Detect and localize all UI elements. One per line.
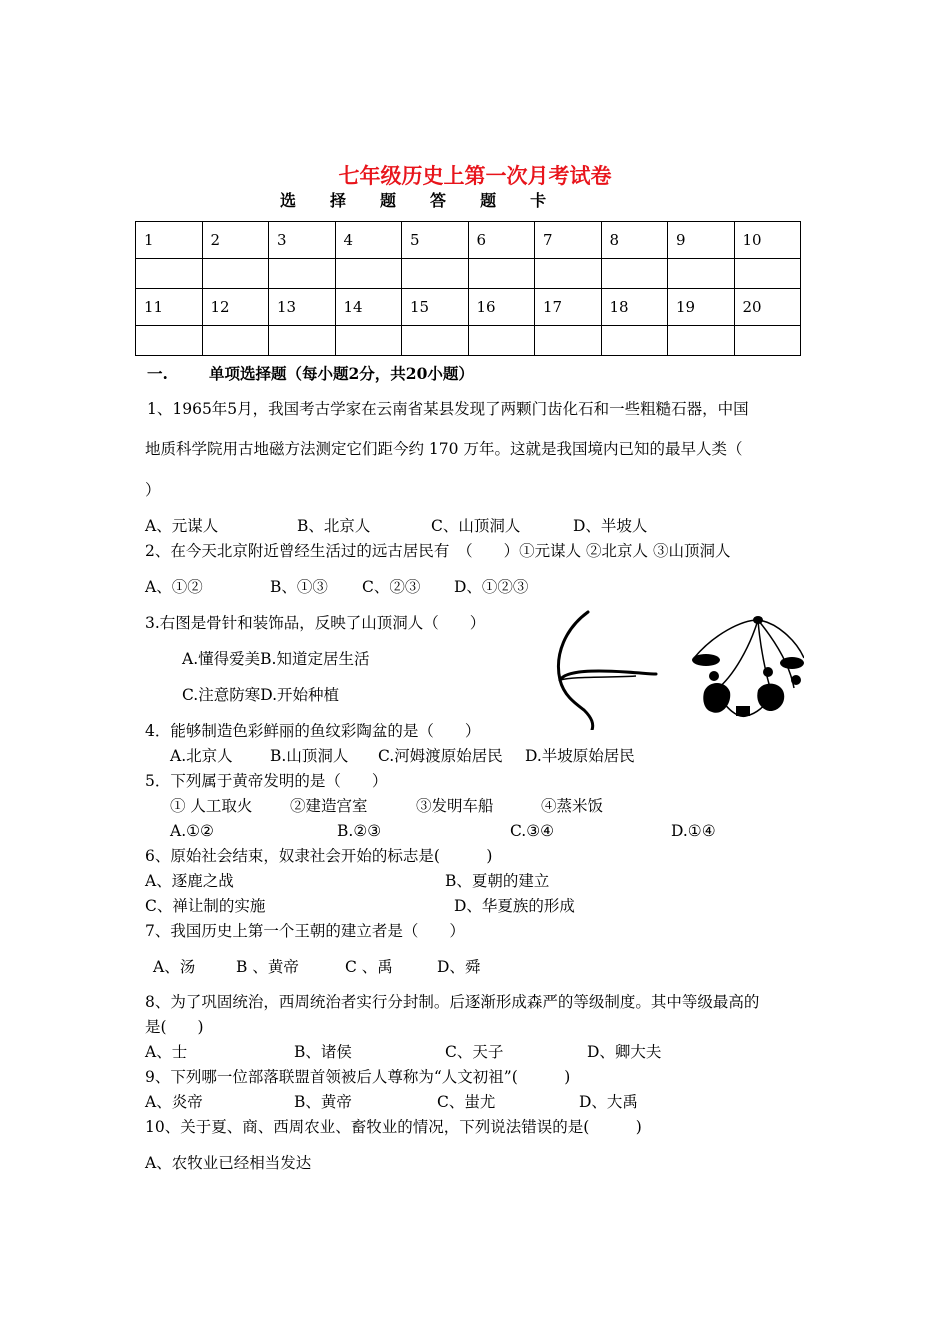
answer-number-cell: 3	[269, 222, 336, 259]
answer-cell[interactable]	[535, 259, 602, 289]
q1-stem-line3: ）	[145, 481, 161, 499]
bone-needle-ornament-figure	[546, 606, 804, 730]
q5-item-3: ③发明车船	[416, 797, 494, 815]
answer-cell[interactable]	[668, 259, 735, 289]
q5-item-2: ②建造宫室	[290, 797, 368, 815]
q7-stem: 7、我国历史上第一个王朝的建立者是（ ）	[145, 922, 465, 940]
answer-number-cell: 8	[601, 222, 668, 259]
answer-number-cell: 11	[136, 289, 203, 326]
q8-option-d[interactable]: D、卿大夫	[587, 1043, 662, 1061]
q4-option-d[interactable]: D.半坡原始居民	[525, 747, 635, 765]
card-title-char: 题	[380, 191, 401, 210]
q9-option-d[interactable]: D、大禹	[579, 1093, 638, 1111]
answer-cell[interactable]	[668, 326, 735, 356]
q7-option-c[interactable]: C 、禹	[345, 958, 393, 976]
q6-option-b[interactable]: B、夏朝的建立	[445, 872, 550, 890]
answer-cell[interactable]	[335, 326, 402, 356]
answer-card-title	[280, 188, 580, 211]
answer-cell[interactable]	[202, 326, 269, 356]
q8-stem-line2: 是( )	[145, 1018, 204, 1036]
bone-needle-icon	[558, 612, 656, 730]
answer-number-cell: 13	[269, 289, 336, 326]
answer-table	[135, 221, 801, 356]
q2-option-d[interactable]: D、①②③	[454, 578, 529, 596]
q2-option-a[interactable]: A、①②	[145, 578, 203, 596]
answer-cell[interactable]	[136, 326, 203, 356]
q9-stem: 9、下列哪一位部落联盟首领被后人尊称为“人文初祖”( )	[145, 1068, 571, 1086]
q5-item-1: ① 人工取火	[170, 797, 253, 815]
q5-option-a[interactable]: A.①②	[170, 822, 214, 840]
card-title-char: 择	[330, 191, 351, 210]
answer-number-cell: 10	[734, 222, 801, 259]
q4-option-c[interactable]: C.河姆渡原始居民	[378, 747, 503, 765]
answer-number-row	[136, 222, 801, 259]
answer-cell[interactable]	[136, 259, 203, 289]
q3-options-line1[interactable]: A.懂得爱美B.知道定居生活	[182, 650, 370, 668]
q9-option-c[interactable]: C、蚩尤	[437, 1093, 496, 1111]
q1-option-a[interactable]: A、元谋人	[145, 517, 219, 535]
q8-option-c[interactable]: C、天子	[445, 1043, 504, 1061]
answer-number-cell: 16	[468, 289, 535, 326]
q8-stem-line1: 8、为了巩固统治，西周统治者实行分封制。后逐渐形成森严的等级制度。其中等级最高的	[145, 993, 760, 1011]
card-title-char: 卡	[530, 191, 551, 210]
q5-item-4: ④蒸米饭	[541, 797, 604, 815]
answer-number-cell: 2	[202, 222, 269, 259]
q7-option-d[interactable]: D、舜	[437, 958, 481, 976]
answer-number-cell: 6	[468, 222, 535, 259]
answer-cell[interactable]	[402, 259, 469, 289]
answer-number-cell: 19	[668, 289, 735, 326]
answer-number-cell: 18	[601, 289, 668, 326]
answer-cell[interactable]	[402, 326, 469, 356]
q1-stem-line1: 1、1965年5月，我国考古学家在云南省某县发现了两颗门齿化石和一些粗糙石器，中国	[147, 400, 749, 418]
q5-option-b[interactable]: B.②③	[337, 822, 382, 840]
q10-option-a[interactable]: A、农牧业已经相当发达	[145, 1154, 312, 1172]
answer-number-cell: 17	[535, 289, 602, 326]
q10-stem: 10、关于夏、商、西周农业、畜牧业的情况，下列说法错误的是( )	[145, 1118, 642, 1136]
q6-option-c[interactable]: C、禅让制的实施	[145, 897, 266, 915]
q9-option-a[interactable]: A、炎帝	[145, 1093, 203, 1111]
q1-option-b[interactable]: B、北京人	[297, 517, 371, 535]
section-title: 单项选择题（每小题2分，共20小题）	[209, 364, 474, 383]
q7-option-b[interactable]: B 、黄帝	[236, 958, 299, 976]
q2-stem: 2、在今天北京附近曾经生活过的远古居民有 （ ）①元谋人 ②北京人 ③山顶洞人	[145, 542, 731, 560]
section-number: 一.	[147, 364, 168, 383]
answer-number-cell: 9	[668, 222, 735, 259]
q2-option-b[interactable]: B、①③	[270, 578, 328, 596]
q6-stem: 6、原始社会结束，奴隶社会开始的标志是( )	[145, 847, 493, 865]
q6-option-a[interactable]: A、逐鹿之战	[145, 872, 234, 890]
q9-option-b[interactable]: B、黄帝	[294, 1093, 352, 1111]
q7-option-a[interactable]: A、汤	[153, 958, 196, 976]
answer-number-cell: 1	[136, 222, 203, 259]
answer-number-cell: 14	[335, 289, 402, 326]
answer-number-cell: 5	[402, 222, 469, 259]
answer-number-cell: 20	[734, 289, 801, 326]
q5-stem: 5．下列属于黄帝发明的是（ ）	[145, 772, 388, 790]
answer-cell[interactable]	[468, 259, 535, 289]
q5-option-c[interactable]: C.③④	[510, 822, 555, 840]
answer-cell[interactable]	[335, 259, 402, 289]
answer-cell[interactable]	[734, 259, 801, 289]
q6-option-d[interactable]: D、华夏族的形成	[454, 897, 575, 915]
answer-blank-row	[136, 259, 801, 289]
answer-blank-row	[136, 326, 801, 356]
q5-option-d[interactable]: D.①④	[671, 822, 716, 840]
q3-options-line2[interactable]: C.注意防寒D.开始种植	[182, 686, 340, 704]
q4-stem: 4．能够制造色彩鲜丽的鱼纹彩陶盆的是（ ）	[145, 722, 481, 740]
q2-option-c[interactable]: C、②③	[362, 578, 421, 596]
answer-cell[interactable]	[601, 326, 668, 356]
answer-cell[interactable]	[601, 259, 668, 289]
q4-option-a[interactable]: A.北京人	[170, 747, 233, 765]
answer-cell[interactable]	[468, 326, 535, 356]
ornament-necklace-icon	[692, 616, 804, 716]
q3-stem: 3.右图是骨针和装饰品，反映了山顶洞人（ ）	[145, 614, 486, 632]
q4-option-b[interactable]: B.山顶洞人	[270, 747, 349, 765]
card-title-char: 选	[280, 191, 301, 210]
answer-number-cell: 12	[202, 289, 269, 326]
q1-option-c[interactable]: C、山顶洞人	[431, 517, 521, 535]
exam-title: 七年级历史上第一次月考试卷	[338, 164, 612, 188]
answer-cell[interactable]	[734, 326, 801, 356]
section-heading	[147, 362, 474, 384]
answer-cell[interactable]	[535, 326, 602, 356]
answer-number-row	[136, 289, 801, 326]
answer-number-cell: 15	[402, 289, 469, 326]
answer-cell[interactable]	[269, 259, 336, 289]
q8-option-b[interactable]: B、诸侯	[294, 1043, 352, 1061]
q1-stem-line2: 地质科学院用古地磁方法测定它们距今约 170 万年。这就是我国境内已知的最早人类（	[145, 440, 743, 458]
q1-option-d[interactable]: D、半坡人	[573, 517, 648, 535]
answer-cell[interactable]	[269, 326, 336, 356]
q8-option-a[interactable]: A、士	[145, 1043, 188, 1061]
answer-number-cell: 7	[535, 222, 602, 259]
card-title-char: 题	[480, 191, 501, 210]
answer-cell[interactable]	[202, 259, 269, 289]
card-title-char: 答	[430, 191, 451, 210]
answer-number-cell: 4	[335, 222, 402, 259]
